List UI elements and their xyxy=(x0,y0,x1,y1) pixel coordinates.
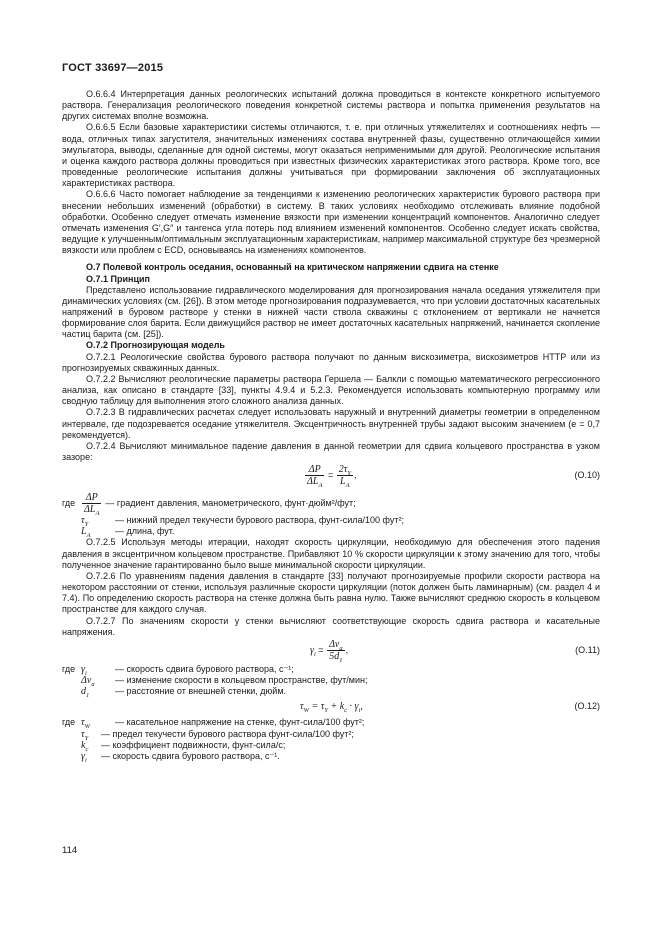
paragraph: О.7.2.2 Вычисляют реологические параметры раствора Гершела — Балкли с помощью математического регрессионного анализа, как описано в стандарте [33], пункты 4.9.4 и 5.2.3. Рекомендуется использовать компьютерную программу или сводную таблицу для выполнения этого сложного анализа данных. xyxy=(62,373,600,407)
equation-o11: $\gamma_i$ = $\frac{\Delta\nu_a}{5d_1}$ , (О.11) xyxy=(310,638,600,664)
where-item: где $\tau_W$ — касательное напряжение на стенке, фунт-сила/100 фут²; xyxy=(62,717,365,731)
where-item: $\tau_Y$ — предел текучести бурового раствора фунт-сила/100 фут²; xyxy=(81,728,354,742)
equation-o12: $\tau_W = \tau_Y + k_c \cdot \gamma_i$, (О.12) xyxy=(300,701,600,715)
paragraph: Представлено использование гидравлического моделирования для прогнозирования начала оседания утяжелителя при динамических условиях (см. [26]). В этом методе прогнозирования подразумевается, что при условии достаточных касательных напряжений в буровом растворе у стенки в нижней части ствола скважины с отклонением от вертикали не начнется формирование слоя барита. Если движущийся раствор не имеет достаточных касательных напряжений, начинается скопление частиц барита (см. [25]). xyxy=(62,284,600,340)
paragraph: О.7.2.5 Используя методы итерации, находят скорость циркуляции, необходимую для обеспечения этого падения давления в эксцентричном кольцевом пространстве. Прибавляют 10 % скорости циркуляции к этому значению для того, чтобы полученное значение гарантированно было выше минимальной скорости циркуляции. xyxy=(62,537,600,570)
equation-number: (О.12) xyxy=(574,701,600,712)
paragraph: О.7.2.1 Реологические свойства бурового раствора получают по данным вискозиметра, вискозиметров HTTP или из прогнозируемых скважинных данных. xyxy=(62,351,600,373)
section-heading: О.7 Полевой контроль оседания, основанный на критическом напряжении сдвига на стенке xyxy=(86,262,499,273)
paragraph: О.6.6.6 Часто помогает наблюдение за тенденциями к изменению реологических характеристик бурового раствора при внесении небольших изменений (обработки) в систему. В таких условиях необходимо отслеживать влияние подобной обработки. Особенно следует отмечать изменение вязкости при изменении концентраций компонентов. Аналогично следует отмечать изменения G′,G″ и тангенса угла потерь под влиянием изменений компонентов. Особенно следует искать свойства, ведущие к улучшенным/оптимальным эксплуатационным характеристикам, например максимальной структуре без чрезмерной вязкости или проблем с ECD, основываясь на изменениях компонентов. xyxy=(62,189,600,256)
where-item: $\gamma_i$ — скорость сдвига бурового раствора, с⁻¹. xyxy=(81,750,280,764)
where-item: $d_1$ — расстояние от внешней стенки, дюйм. xyxy=(81,686,287,700)
where-item: $\tau_Y$ — нижний предел текучести бурового раствора, фунт-сила/100 фут²; xyxy=(81,515,404,529)
paragraph: О.6.6.5 Если базовые характеристики системы отличаются, т. е. при отличных утяжелителях и соотношениях нефть — вода, отличных типах загустителя, значительных изменениях состава внутренней фазы, существенно отличающейся химии эмульгатора, выводы, сделанные для одной системы, могут оказаться неприменимыми для другой. Реологические испытания и оценка каждого раствора должны проводиться при известных физических характеристиках этого раствора. Кроме того, все проведенные реологические испытания должны учитываться при формировании заключения об эксплуатационных характеристиках раствора. xyxy=(62,122,600,189)
document-body xyxy=(62,89,600,762)
equation-number: (О.10) xyxy=(574,470,600,481)
paragraph: О.7.2.7 По значениям скорости у стенки вычисляют соответствующие скорость сдвига раствора и касательные напряжения. xyxy=(62,615,600,637)
paragraph: О.7.2.6 По уравнениям падения давления в стандарте [33] получают прогнозируемые профили скорости раствора на некотором расстоянии от стенки, используя различные скорости циркуляции (поток должен быть ламинарным) (см. раздел 4 и 7.4). По определению скорость раствора на стенке должна быть равна нулю. Также вычисляют среднюю скорость в кольцевом пространстве для каждого случая. xyxy=(62,570,600,615)
equation-number: (О.11) xyxy=(575,644,600,655)
where-item: $\Delta\nu_a$ — изменение скорости в кольцевом пространстве, фут/мин; xyxy=(81,675,368,689)
paragraph: О.6.6.4 Интерпретация данных реологических испытаний должна проводиться в контексте конкретного испытуемого раствора. Генерализация реологического поведения конкретной системы раствора и попытка применения результатов на других системах вполне возможна. xyxy=(62,89,600,122)
page-number: 114 xyxy=(62,845,78,856)
paragraph: О.7.2.3 В гидравлических расчетах следует использовать наружный и внутренний диаметры геометрии в определенном интервале, где подозревается оседание утяжелителя. Эксцентричность внутренней трубы задают высоким значением (e = 0,7 рекомендуется). xyxy=(62,407,600,440)
paragraph: О.7.2.4 Вычисляют минимальное падение давления в данной геометрии для сдвига кольцевого пространства в узком зазоре: xyxy=(62,440,600,462)
where-item: где $\frac{\Delta P}{\Delta L_A}$ — градиент давления, манометрического, фунт·дюйм²/фут; xyxy=(62,492,356,518)
equation-o10: $\frac{\Delta P}{\Delta L_A}$ = $\frac{2\tau_Y}{L_A}$ , (О.10) xyxy=(307,464,600,490)
standard-header: ГОСТ 33697—2015 xyxy=(62,62,164,74)
subsection-heading: О.7.1 Принцип xyxy=(86,273,150,284)
where-item: где $\gamma_i$ — скорость сдвига бурового раствора, с⁻¹; xyxy=(62,663,294,677)
document-page xyxy=(62,0,600,935)
subsection-heading: О.7.2 Прогнозирующая модель xyxy=(86,340,225,351)
where-item: $k_c$ — коэффициент подвижности, фунт-сила/с; xyxy=(81,739,286,753)
where-item: $L_A$ — длина, фут. xyxy=(81,526,175,540)
